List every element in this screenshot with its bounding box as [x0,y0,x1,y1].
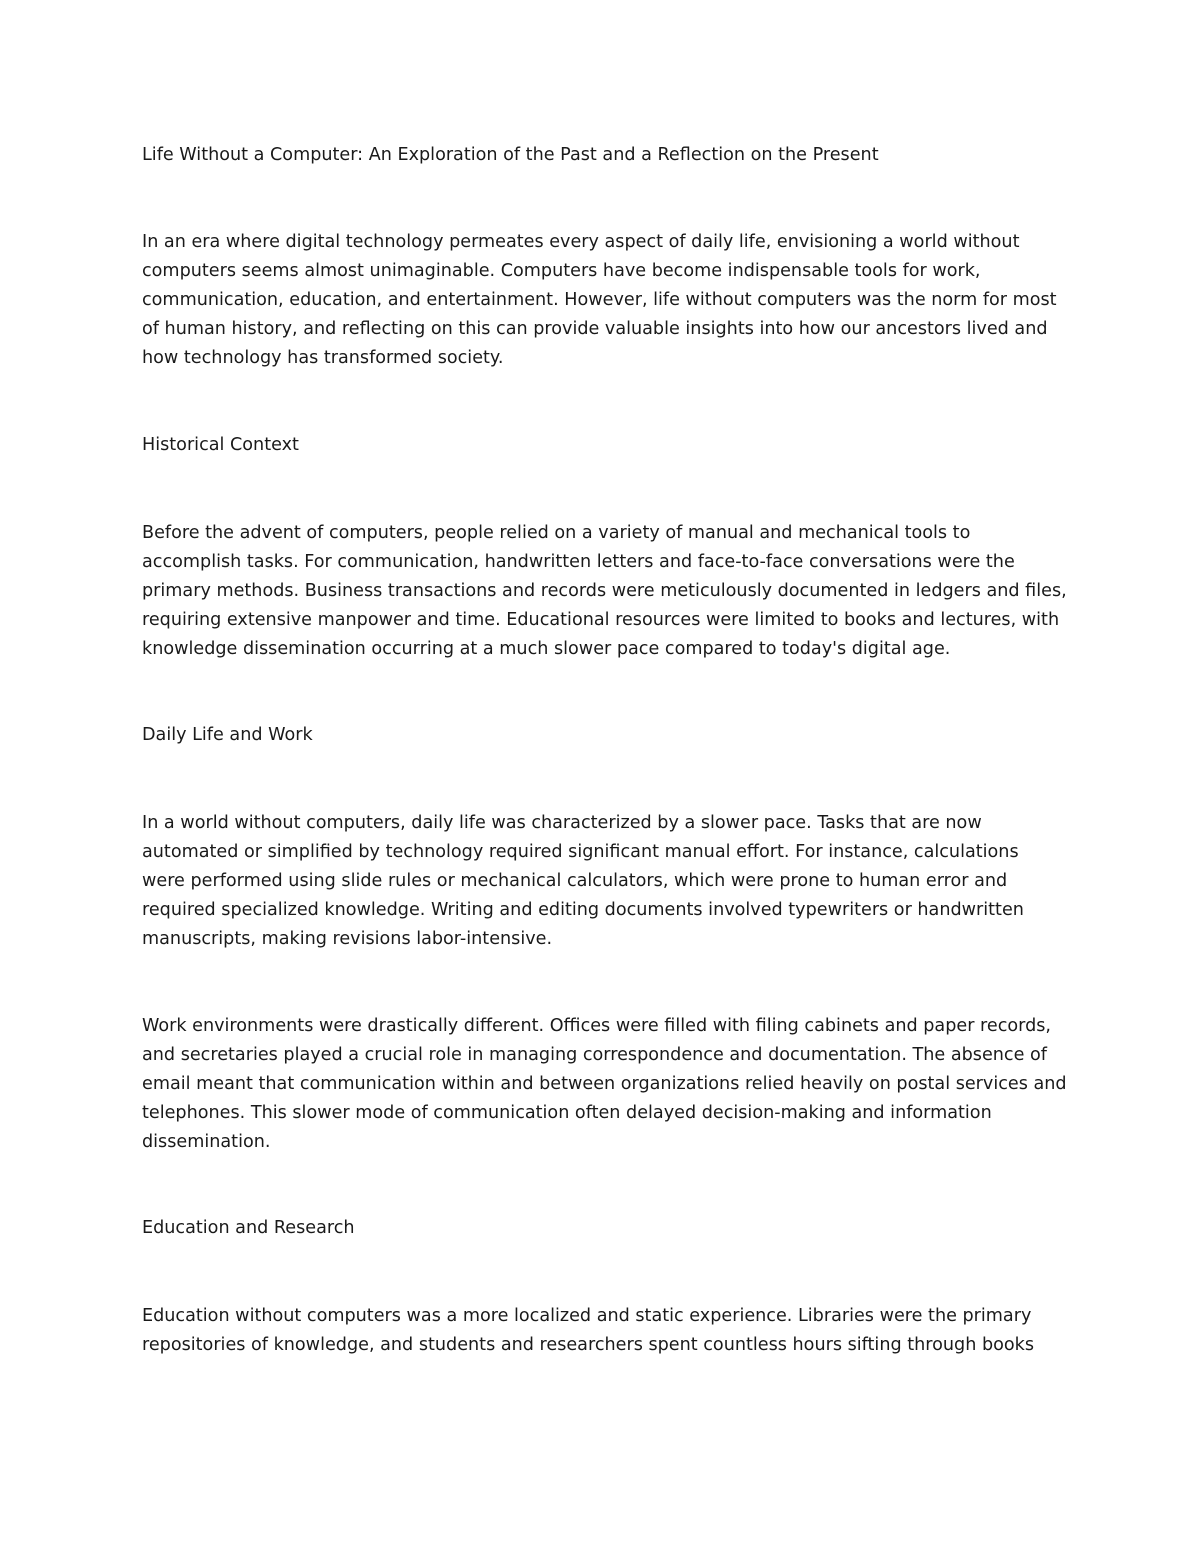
section-heading-historical-context: Historical Context [142,435,299,455]
daily-life-paragraph: In a world without computers, daily life was characterized by a slower pace. Tasks that are now automated or simplified by technology required significant manual effort. For instance, calculations were performed using slide rules or mechanical calculators, which were prone to human error and required specialized knowledge. Writing and editing documents involved typewriters or handwritten manuscripts, making revisions labor-intensive. [142,813,1024,949]
historical-context-paragraph: Before the advent of computers, people relied on a variety of manual and mechanical tools to accomplish tasks. For communication, handwritten letters and face-to-face conversations were the primary methods. Business transactions and records were meticulously documented in ledgers and files, requiring extensive manpower and time. Educational resources were limited to books and lectures, with knowledge dissemination occurring at a much slower pace compared to today's digital age. [142,523,1067,659]
education-paragraph: Education without computers was a more localized and static experience. Libraries were the primary repositories of knowledge, and students and researchers spent countless hours sifting through books [142,1306,1034,1355]
intro-paragraph: In an era where digital technology permeates every aspect of daily life, envisioning a world without computers seems almost unimaginable. Computers have become indispensable tools for work, communication, education, and entertainment. However, life without computers was the norm for most of human history, and reflecting on this can provide valuable insights into how our ancestors lived and how technology has transformed society. [142,232,1057,368]
section-heading-education-and-research: Education and Research [142,1218,355,1238]
document-title: Life Without a Computer: An Exploration of the Past and a Reflection on the Present [142,145,879,165]
section-heading-daily-life-and-work: Daily Life and Work [142,725,313,745]
work-environments-paragraph: Work environments were drastically different. Offices were filled with filing cabinets and paper records, and secretaries played a crucial role in managing correspondence and documentation. The absence of email meant that communication within and between organizations relied heavily on postal services and telephones. This slower mode of communication often delayed decision-making and information dissemination. [142,1016,1067,1152]
